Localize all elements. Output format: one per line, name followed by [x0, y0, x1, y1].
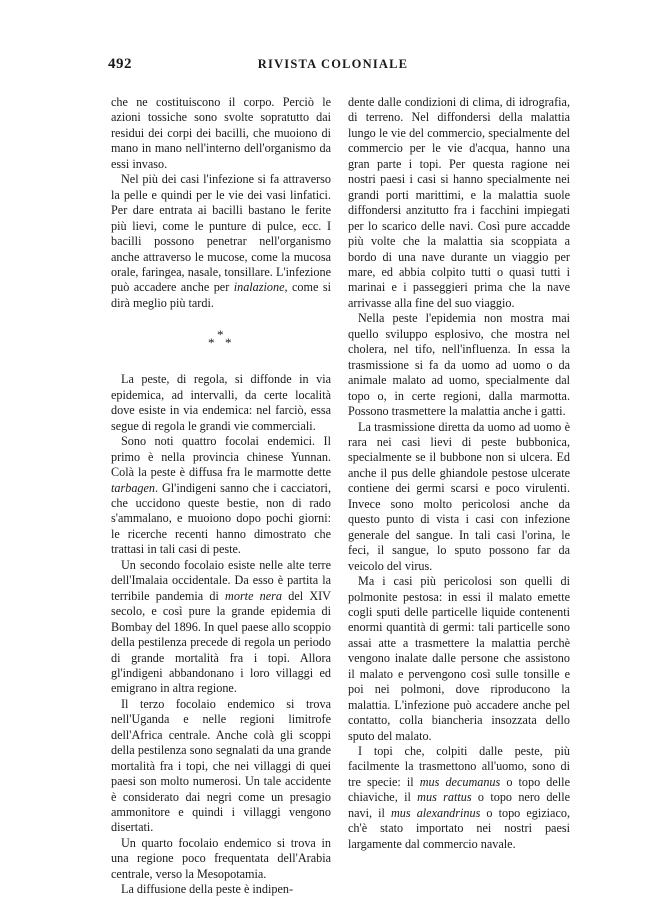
section-separator	[111, 328, 331, 354]
paragraph: Un quarto focolaio endemico si trova in una regione poco frequentata dell'Arabia centrale, verso la Mesopotamia.	[111, 835, 331, 881]
paragraph	[111, 172, 331, 311]
paragraph: Nella peste l'epidemia non mostra mai quello sviluppo esplosivo, che mostra nel cholera, nel tifo, nell'influenza. In essa la trasmissione si fa da uomo ad uomo o da animale malato ad uomo, specialmente dal topo o, in certe regioni, dalla marmotta. Possono trasmettere la malattia anche i gatti.	[348, 311, 570, 419]
paragraph: La trasmissione diretta da uomo ad uomo è rara nei casi lievi di peste bubbonica, specialmente se il bubbone non si ulcera. Ed anche il pus delle ghiandole pestose ulcerate contiene dei germi scarsi e poco virulenti. Invece sono molto pericolosi anche da questo punto di vista i casi con infezione generale del sangue. In tali casi l'orina, le feci, il sangue, lo sputo possono far da veicolo del virus.	[348, 419, 570, 573]
text-run: o topo egiziaco, ch'è stato importato nei nostri paesi largamente dal commercio navale.	[348, 805, 570, 851]
paragraph	[111, 434, 331, 558]
page-number: 492	[108, 56, 132, 72]
paragraph	[111, 558, 331, 697]
paragraph: La diffusione della peste è indipen-	[121, 882, 294, 897]
paragraph	[348, 744, 570, 852]
asterisk: *	[217, 327, 224, 343]
italic-term: tarbagen	[111, 480, 156, 495]
paragraph: Il terzo focolaio endemico si trova nell'Uganda e nelle regioni limitrofe dell'Africa centrale. Anche colà gli scoppi della pestilenza sono segnalati da una grande mortalità fra i topi, che nei villaggi di quei paesi son molto numerosi. Un tale accidente è considerato dai negri come un presagio ammonitore e quindi i villaggi vengono disertati.	[111, 696, 331, 835]
paragraph: Ma i casi più pericolosi son quelli di polmonite pestosa: in essi il malato emette cogli sputi delle particelle liquide contenenti enormi quantità di germi: tali particelle sono assai atte a trasmettere la malattia perchè vengono inalate dalle persone che assistono il malato e pervengono così sulle tonsille e poi nei polmoni, dove riproducono la malattia. L'infezione può accadere anche pel contatto, colla biancheria insozzata dello sputo del malato.	[348, 574, 570, 743]
text-run: o topo nero delle navi, il	[348, 790, 570, 820]
italic-term: inalazione	[233, 280, 285, 295]
italic-term: mus decumanus	[419, 774, 501, 789]
right-column	[348, 95, 570, 852]
text-run: o topo delle chiaviche, il	[348, 774, 570, 805]
left-column	[111, 95, 331, 898]
italic-term: morte nera	[225, 588, 283, 603]
paragraph: dente dalle condizioni di clima, di idrografia, di terreno. Nel diffondersi della malattia lungo le vie del commercio, specialmente del commercio per le vie d'acqua, hanno una gran parte i topi. Per questa ragione nei nostri paesi i casi si hanno specialmente nei grandi porti marittimi, e la malattia suole diffondersi anzitutto fra i facchini impiegati per lo scarico delle navi. Così pure accadde più volte che la malattia sia scoppiata a bordo di una nave durante un viaggio per mare, ed abbia colpito tutti o quasi tutti i marinai e i passeggieri prima che la nave arrivasse alla fine del suo viaggio.	[348, 95, 570, 310]
page-header	[108, 56, 558, 76]
asterisk: *	[225, 335, 232, 351]
text-run: , come si dirà meglio più tardi.	[111, 280, 331, 310]
paragraph: La peste, di regola, si diffonde in via epidemica, ad intervalli, da certe località dove esiste in via endemica: nel farciò, essa segue di regola le grandi vie commerciali.	[111, 372, 331, 433]
text-run: I topi che, colpiti dalle peste, più facilmente la trasmettono all'uomo, sono di tre specie: il	[348, 744, 570, 789]
italic-term: mus alexandrinus	[390, 805, 481, 820]
text-run: del XIV secolo, e così pure la grande epidemia di Bombay del 1896. In quel paese allo scoppio della pestilenza precede di regola un periodo di grande mortalità fra i topi. Allora gl'indigeni abbandonano i loro villaggi ed emigrano in altra regione.	[111, 588, 331, 696]
asterisk: *	[208, 335, 215, 351]
text-run: . Gl'indigeni sanno che i cacciatori, che uccidono queste bestie, non di rado s'ammalano, e muoiono dopo pochi giorni: le ricerche recenti hanno dimostrato che trattasi in tali casi di peste.	[111, 480, 331, 557]
running-title: RIVISTA COLONIALE	[257, 57, 409, 71]
paragraph: che ne costituiscono il corpo. Perciò le azioni tossiche sono svolte sopratutto dai residui dei corpi dei bacilli, che muoiono di mano in mano nell'interno dell'organismo da essi invaso.	[111, 95, 331, 171]
italic-term: mus rattus	[417, 790, 472, 805]
text-run: Sono noti quattro focolai endemici. Il primo è nella provincia chinese Yunnan. Colà la peste è diffusa fra le marmotte dette	[111, 434, 331, 480]
text-run: Nel più dei casi l'infezione si fa attraverso la pelle e quindi per le vie dei vasi linfatici. Per dare entrata ai bacilli bastano le ferite più lievi, come le punture di pulce, ecc. I bacilli possono penetrar nell'organismo anche attraverso le mucose, come la mucosa orale, faringea, nasale, tonsillare. L'infezione può accadere anche per	[111, 172, 331, 295]
text-run: Un secondo focolaio esiste nelle alte terre dell'Imalaia occidentale. Da esso è partita la terribile pandemia di	[111, 557, 331, 603]
